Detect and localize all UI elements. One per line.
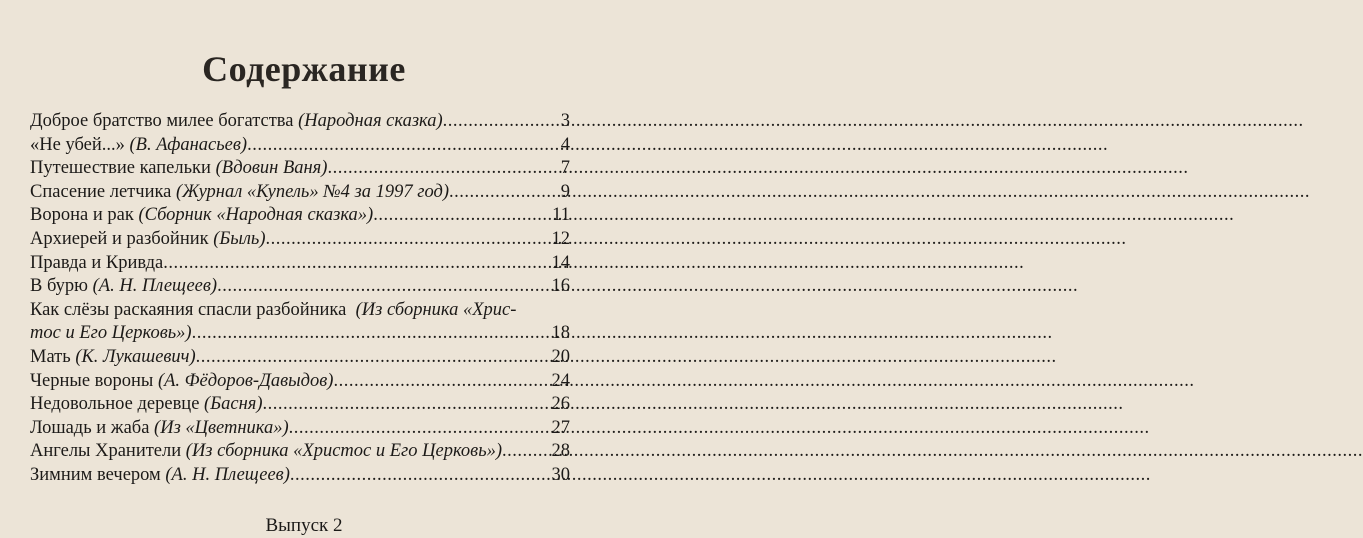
toc-entry-source: (Вдовин Ваня): [215, 158, 328, 179]
toc-entry-page: 26: [551, 394, 570, 415]
toc-leader-dots: [263, 393, 551, 417]
toc-entry-page: 16: [551, 276, 570, 297]
toc-entry-source: (В. Афанасьев): [129, 134, 248, 155]
toc-entry-title: Ворона и рак: [30, 205, 134, 226]
toc-entry: [30, 275, 570, 299]
toc-entry-page: 30: [551, 464, 570, 485]
toc-entry-page: 20: [551, 346, 570, 367]
toc-entry-title: Зимним вечером: [30, 464, 161, 485]
toc-entry: [30, 299, 570, 323]
toc-entry-source: (Из «Цветника»): [154, 417, 289, 438]
toc-entry-title: Черные вороны: [30, 370, 154, 391]
toc-entry-source: (Из сборника «Христос и Его Церковь»): [185, 441, 503, 462]
toc-entry: [30, 228, 570, 252]
toc-leader-dots: [247, 134, 560, 158]
toc-entry: [30, 393, 570, 417]
toc-entry-continuation: [30, 322, 570, 346]
toc-entry-title: Спасение летчика: [30, 181, 172, 202]
toc-entry: [30, 370, 570, 394]
table-of-contents: [30, 110, 570, 488]
toc-leader-dots: [327, 157, 559, 181]
toc-entry-title: Лошадь и жаба: [30, 417, 150, 438]
toc-leader-dots: [217, 275, 550, 299]
toc-entry-page: 27: [551, 417, 570, 438]
toc-entry: [30, 346, 570, 370]
toc-entry-source: тос и Его Церковь»): [30, 323, 192, 344]
toc-entry-page: 3: [560, 111, 570, 131]
toc-leader-dots: [289, 417, 551, 441]
toc-entry-title: Доброе братство милее богатства: [30, 111, 294, 131]
toc-leader-dots: [290, 464, 551, 488]
toc-entry: [30, 417, 570, 441]
toc-entry-title: Правда и Кривда: [30, 252, 164, 273]
toc-leader-dots: [196, 346, 551, 370]
toc-entry-source: (К. Лукашевич): [75, 346, 196, 367]
toc-entry: [30, 110, 570, 134]
toc-entry-title: «Не убей...»: [30, 134, 125, 155]
toc-entry-source: (Сборник «Народная сказка»): [138, 205, 374, 226]
toc-leader-dots: [373, 204, 551, 228]
page-title: Содержание: [202, 49, 406, 89]
toc-entry-page: 24: [551, 370, 570, 391]
toc-entry-source: (Журнал «Купель» №4 за 1997 год): [176, 181, 449, 202]
toc-entry-source: (А. Н. Плещеев): [92, 276, 218, 297]
toc-entry-title: Недовольное деревце: [30, 394, 200, 415]
toc-leader-dots: [163, 252, 550, 276]
toc-entry-page: 14: [551, 252, 570, 273]
toc-entry-page: 12: [551, 228, 570, 249]
toc-entry: [30, 181, 570, 205]
toc-entry-title: Ангелы Хранители: [30, 441, 182, 462]
toc-entry-page: 11: [552, 205, 570, 226]
toc-entry: [30, 464, 570, 488]
toc-entry-source: (Басня): [204, 394, 263, 415]
toc-entry-source: (А. Н. Плещеев): [165, 464, 290, 485]
toc-entry-title: В бурю: [30, 276, 88, 297]
toc-entry-title: Путешествие капельки: [30, 158, 211, 179]
toc-entry: [30, 252, 570, 276]
toc-entry-source: (Из сборника «Хрис-: [355, 299, 517, 320]
toc-entry-source: (Быль): [213, 228, 266, 249]
toc-leader-dots: [502, 440, 550, 464]
toc-entry-source: (Народная сказка): [298, 111, 443, 131]
toc-leader-dots: [333, 370, 550, 394]
toc-leader-dots: [449, 181, 560, 205]
toc-entry: [30, 134, 570, 158]
book-page: [0, 0, 608, 538]
toc-entry-source: (А. Фёдоров-Давыдов): [157, 370, 334, 391]
section-footer: Выпуск 2: [265, 515, 343, 536]
toc-entry-page: 9: [560, 181, 570, 202]
toc-entry-page: 28: [551, 441, 570, 462]
toc-entry: [30, 204, 570, 228]
toc-entry-page: 18: [551, 323, 570, 344]
toc-leader-dots: [265, 228, 550, 252]
toc-entry-page: 4: [560, 134, 570, 155]
toc-entry-title: Как слёзы раскаяния спасли разбойника: [30, 299, 347, 320]
toc-entry-title: Мать: [30, 346, 71, 367]
toc-leader-dots: [192, 322, 551, 346]
toc-leader-dots: [443, 110, 560, 134]
toc-entry-page: 7: [560, 158, 570, 179]
toc-entry: [30, 440, 570, 464]
toc-entry: [30, 157, 570, 181]
toc-entry-title: Архиерей и разбойник: [30, 228, 209, 249]
